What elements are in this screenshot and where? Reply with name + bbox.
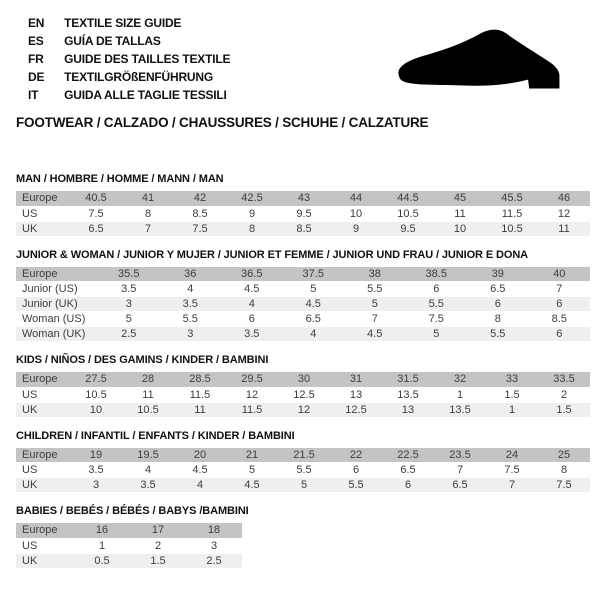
size-value-cell: 1 [486,402,538,417]
row-label-cell: UK [16,221,70,236]
size-value-cell: 6 [382,478,434,493]
size-value-cell: 4.5 [174,463,226,478]
size-value-cell: 43 [278,191,330,206]
size-value-cell: 28 [122,372,174,387]
row-label-cell: Europe [16,448,70,463]
table-row [16,463,590,478]
size-value-cell: 7.5 [486,463,538,478]
table-header-row [16,523,242,538]
size-value-cell: 17 [130,523,186,538]
size-value-cell: 5.5 [278,463,330,478]
size-value-cell: 3.5 [160,297,222,312]
table-header-row [16,448,590,463]
size-value-cell: 3.5 [122,478,174,493]
size-value-cell: 28.5 [174,372,226,387]
table-title-man: MAN / HOMBRE / HOMME / MANN / MAN [16,173,224,185]
table-row [16,327,590,342]
size-value-cell: 11 [122,387,174,402]
language-title: GUIDE DES TAILLES TEXTILE [64,52,231,66]
size-value-cell: 12 [538,206,590,221]
size-value-cell: 5 [283,282,345,297]
size-value-cell: 2 [130,538,186,553]
size-value-cell: 13 [330,387,382,402]
size-value-cell: 4 [174,478,226,493]
size-value-cell: 6 [221,312,283,327]
size-value-cell: 27.5 [70,372,122,387]
size-value-cell: 13.5 [382,387,434,402]
size-value-cell: 33 [486,372,538,387]
size-value-cell: 1.5 [130,553,186,568]
row-label-cell: Europe [16,523,74,538]
table-title-children: CHILDREN / INFANTIL / ENFANTS / KINDER / BAMBINI [16,429,295,442]
size-value-cell: 5.5 [344,282,406,297]
table-row [16,538,242,553]
size-section-junior-woman [16,249,590,343]
language-code: ES [28,34,44,48]
row-label-cell: US [16,206,70,221]
size-value-cell: 10 [434,221,486,236]
row-label-cell: Europe [16,267,98,282]
size-value-cell: 11.5 [174,387,226,402]
size-value-cell: 11 [538,221,590,236]
size-value-cell: 0.5 [74,553,130,568]
size-value-cell: 3.5 [221,327,283,342]
size-value-cell: 4.5 [283,297,345,312]
table-row [16,221,590,236]
row-label-cell: US [16,538,74,553]
size-value-cell: 11.5 [486,206,538,221]
language-title: TEXTILGRÖßENFÜHRUNG [64,70,214,84]
size-value-cell: 37.5 [283,267,345,282]
size-value-cell: 3 [186,538,242,553]
table-row [16,478,590,493]
size-value-cell: 7 [529,282,591,297]
size-table-junior-woman [16,267,590,343]
size-value-cell: 4 [221,297,283,312]
size-value-cell: 12 [226,387,278,402]
size-value-cell: 9.5 [278,206,330,221]
row-label-cell: UK [16,402,70,417]
size-value-cell: 5.5 [406,297,468,312]
size-value-cell: 11 [174,402,226,417]
language-code: DE [28,70,45,84]
size-value-cell: 8 [226,221,278,236]
size-value-cell: 40 [529,267,591,282]
size-value-cell: 44.5 [382,191,434,206]
size-value-cell: 7 [122,221,174,236]
language-code: IT [28,88,39,102]
size-section-man [16,173,590,237]
size-value-cell: 9 [226,206,278,221]
size-value-cell: 4.5 [221,282,283,297]
size-value-cell: 6 [467,297,529,312]
size-value-cell: 1.5 [486,387,538,402]
table-header-row [16,267,590,282]
size-value-cell: 10.5 [122,402,174,417]
size-value-cell: 11 [434,206,486,221]
size-value-cell: 45 [434,191,486,206]
size-value-cell: 3 [70,478,122,493]
size-value-cell: 4 [122,463,174,478]
table-row [16,553,242,568]
size-value-cell: 10.5 [382,206,434,221]
row-label-cell: Junior (UK) [16,297,98,312]
table-row [16,387,590,402]
size-value-cell: 6 [529,297,591,312]
size-table-babies [16,523,242,569]
size-table-man [16,191,590,237]
size-value-cell: 24 [486,448,538,463]
size-value-cell: 6.5 [382,463,434,478]
size-value-cell: 8 [538,463,590,478]
size-section-kids [16,354,590,418]
size-value-cell: 39 [467,267,529,282]
size-value-cell: 42.5 [226,191,278,206]
size-value-cell: 9 [330,221,382,236]
size-value-cell: 10 [330,206,382,221]
size-value-cell: 6 [330,463,382,478]
size-value-cell: 5 [344,297,406,312]
size-value-cell: 2 [538,387,590,402]
row-label-cell: Junior (US) [16,282,98,297]
size-value-cell: 3.5 [98,282,160,297]
size-value-cell: 19 [70,448,122,463]
size-value-cell: 21.5 [278,448,330,463]
size-value-cell: 23.5 [434,448,486,463]
size-section-children [16,430,590,494]
size-value-cell: 7 [434,463,486,478]
size-value-cell: 25 [538,448,590,463]
size-table-kids [16,372,590,418]
size-value-cell: 42 [174,191,226,206]
size-value-cell: 5 [98,312,160,327]
size-value-cell: 3 [160,327,222,342]
language-title: GUIDA ALLE TAGLIE TESSILI [64,88,227,102]
size-value-cell: 5 [406,327,468,342]
size-table-children [16,448,590,494]
language-code: FR [28,52,44,66]
size-value-cell: 3.5 [70,463,122,478]
language-title: TEXTILE SIZE GUIDE [64,16,182,30]
table-header-row [16,191,590,206]
size-value-cell: 12 [278,402,330,417]
size-value-cell: 13.5 [434,402,486,417]
size-value-cell: 2.5 [98,327,160,342]
row-label-cell: UK [16,478,70,493]
size-value-cell: 38.5 [406,267,468,282]
size-value-cell: 10 [70,402,122,417]
size-value-cell: 13 [382,402,434,417]
row-label-cell: US [16,463,70,478]
table-title-junior-woman: JUNIOR & WOMAN / JUNIOR Y MUJER / JUNIOR ET FEMME / JUNIOR UND FRAU / JUNIOR E DONA [16,248,529,261]
table-row [16,297,590,312]
size-value-cell: 40.5 [70,191,122,206]
row-label-cell: UK [16,553,74,568]
table-title-kids: KIDS / NIÑOS / DES GAMINS / KINDER / BAMBINI [16,354,269,366]
size-value-cell: 35.5 [98,267,160,282]
table-title-babies: BABIES / BEBÉS / BÉBÉS / BABYS /BAMBINI [16,505,249,517]
size-value-cell: 5.5 [467,327,529,342]
size-value-cell: 10.5 [486,221,538,236]
dress-shoe-icon [394,28,580,100]
size-value-cell: 22 [330,448,382,463]
row-label-cell: Europe [16,372,70,387]
size-value-cell: 7 [486,478,538,493]
size-value-cell: 9.5 [382,221,434,236]
size-value-cell: 6.5 [467,282,529,297]
size-value-cell: 29.5 [226,372,278,387]
size-value-cell: 8.5 [278,221,330,236]
size-value-cell: 6.5 [434,478,486,493]
size-value-cell: 4 [283,327,345,342]
table-row [16,312,590,327]
size-value-cell: 8 [122,206,174,221]
size-value-cell: 4.5 [226,478,278,493]
size-value-cell: 38 [344,267,406,282]
language-title: GUÍA DE TALLAS [64,34,161,48]
size-value-cell: 44 [330,191,382,206]
size-value-cell: 6 [529,327,591,342]
size-value-cell: 3 [98,297,160,312]
size-value-cell: 7 [344,312,406,327]
size-value-cell: 41 [122,191,174,206]
size-value-cell: 5 [226,463,278,478]
size-value-cell: 8.5 [529,312,591,327]
size-value-cell: 7.5 [174,221,226,236]
size-value-cell: 30 [278,372,330,387]
size-value-cell: 1 [74,538,130,553]
size-value-cell: 1.5 [538,402,590,417]
size-value-cell: 7.5 [538,478,590,493]
size-value-cell: 4 [160,282,222,297]
size-value-cell: 31 [330,372,382,387]
row-label-cell: US [16,387,70,402]
size-value-cell: 8 [467,312,529,327]
size-value-cell: 6.5 [70,221,122,236]
size-value-cell: 32 [434,372,486,387]
size-value-cell: 5.5 [330,478,382,493]
table-row [16,206,590,221]
size-value-cell: 22.5 [382,448,434,463]
size-value-cell: 2.5 [186,553,242,568]
size-value-cell: 5.5 [160,312,222,327]
language-code: EN [28,16,45,30]
row-label-cell: Woman (US) [16,312,98,327]
size-value-cell: 10.5 [70,387,122,402]
size-value-cell: 6.5 [283,312,345,327]
size-value-cell: 6 [406,282,468,297]
size-value-cell: 16 [74,523,130,538]
size-value-cell: 11.5 [226,402,278,417]
size-value-cell: 33.5 [538,372,590,387]
size-value-cell: 18 [186,523,242,538]
size-value-cell: 4.5 [344,327,406,342]
row-label-cell: Europe [16,191,70,206]
table-row [16,402,590,417]
size-value-cell: 21 [226,448,278,463]
size-value-cell: 19.5 [122,448,174,463]
size-value-cell: 12.5 [278,387,330,402]
size-section-babies [16,505,590,569]
row-label-cell: Woman (UK) [16,327,98,342]
size-value-cell: 45.5 [486,191,538,206]
size-value-cell: 46 [538,191,590,206]
table-row [16,282,590,297]
size-value-cell: 36.5 [221,267,283,282]
category-title: FOOTWEAR / CALZADO / CHAUSSURES / SCHUHE / CALZATURE [16,115,429,130]
table-header-row [16,372,590,387]
size-value-cell: 7.5 [406,312,468,327]
size-value-cell: 12.5 [330,402,382,417]
size-value-cell: 1 [434,387,486,402]
size-value-cell: 7.5 [70,206,122,221]
size-tables [16,173,590,569]
size-value-cell: 20 [174,448,226,463]
guide-header [0,0,600,104]
size-value-cell: 5 [278,478,330,493]
size-value-cell: 8.5 [174,206,226,221]
size-value-cell: 36 [160,267,222,282]
size-value-cell: 31.5 [382,372,434,387]
